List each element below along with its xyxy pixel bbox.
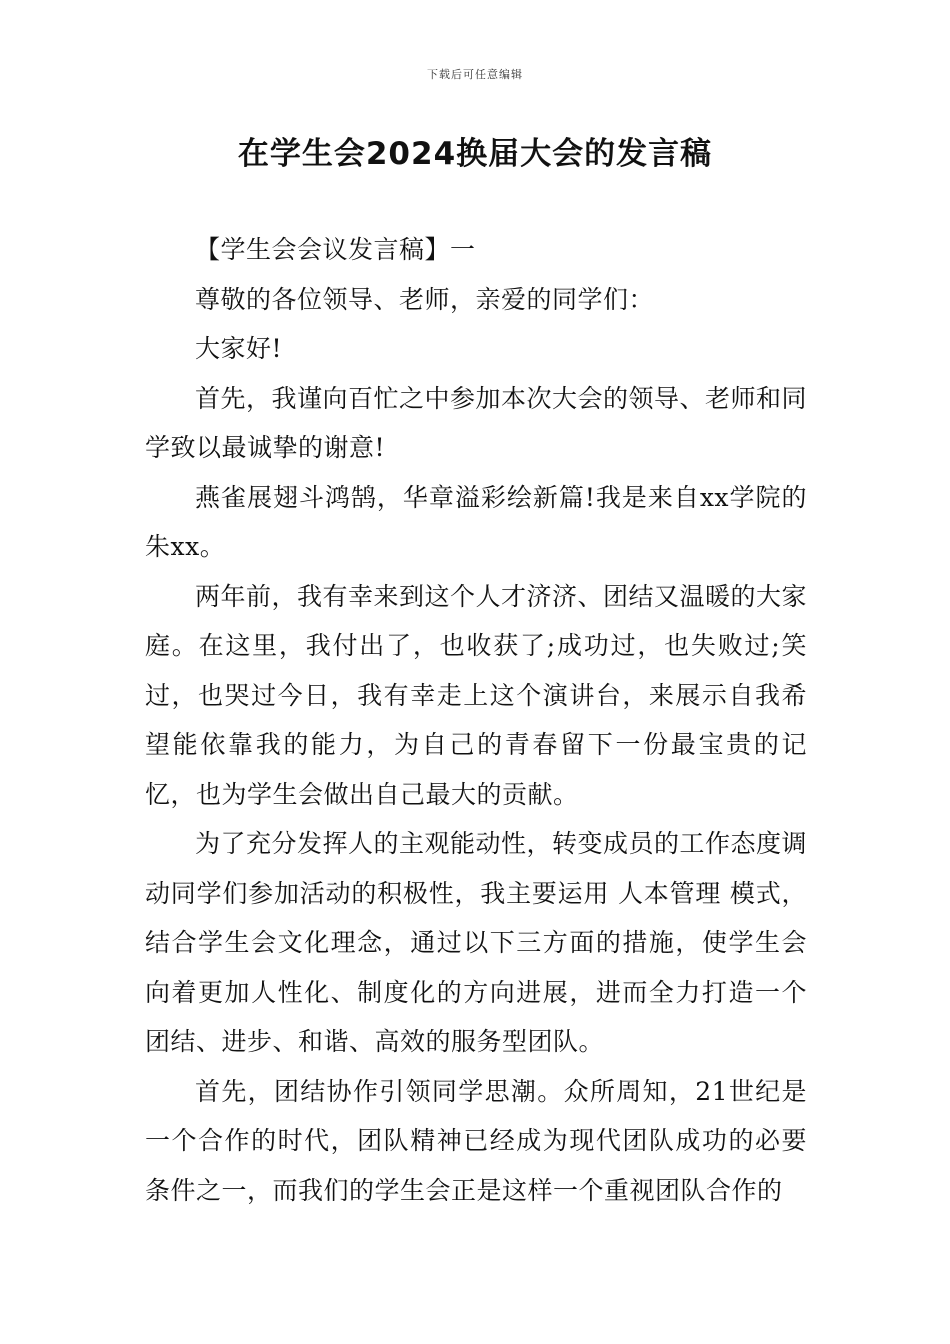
- document-title: 在学生会2024换届大会的发言稿: [237, 136, 713, 172]
- paragraph: 首先，团结协作引领同学思潮。众所周知，21世纪是一个合作的时代，团队精神已经成为现代团队成功的必要条件之一，而我们的学生会正是这样一个重视团队合作的: [145, 1076, 807, 1205]
- paragraph: 燕雀展翅斗鸿鹄，华章溢彩绘新篇!我是来自xx学院的朱xx。: [145, 482, 807, 561]
- document-body: [145, 225, 807, 1215]
- paragraph: 尊敬的各位领导、老师，亲爱的同学们：: [195, 284, 655, 314]
- header-note: 下载后可任意编辑: [427, 68, 523, 81]
- paragraph: 两年前，我有幸来到这个人才济济、团结又温暖的大家庭。在这里，我付出了，也收获了;成功过，也失败过;笑过，也哭过今日，我有幸走上这个演讲台，来展示自我希望能依靠我的能力，为自己的青春留下一份最宝贵的记忆，也为学生会做出自己最大的贡献。: [145, 581, 808, 809]
- paragraph: 【学生会会议发言稿】一: [195, 235, 476, 264]
- paragraph: 大家好!: [195, 334, 283, 363]
- paragraph: 为了充分发挥人的主观能动性，转变成员的工作态度调动同学们参加活动的积极性，我主要运用 人本管理 模式，结合学生会文化理念，通过以下三方面的措施，使学生会向着更加人性化、制度化的方向进展，进而全力打造一个团结、进步、和谐、高效的服务型团队。: [145, 829, 808, 1056]
- paragraph: 首先，我谨向百忙之中参加本次大会的领导、老师和同学致以最诚挚的谢意!: [145, 383, 808, 462]
